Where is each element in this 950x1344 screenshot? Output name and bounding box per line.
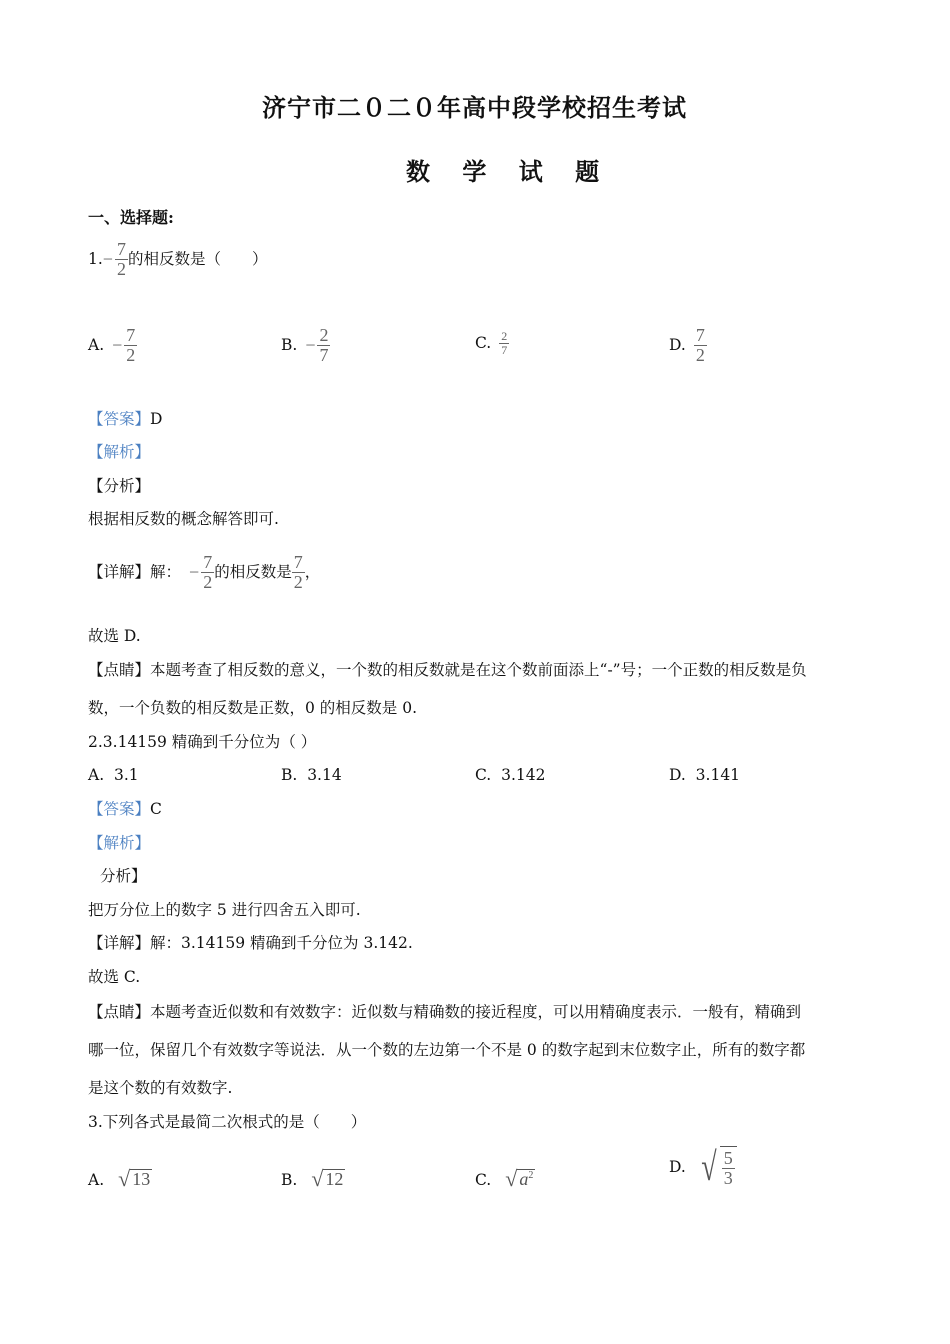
radicand: 13 bbox=[132, 1169, 151, 1190]
answer-tag: 【答案】 bbox=[88, 800, 151, 818]
option-a bbox=[88, 326, 137, 365]
option-d bbox=[669, 1143, 737, 1189]
detail-prefix: 解： bbox=[150, 563, 182, 582]
question-1-stem bbox=[88, 240, 267, 279]
detail-text: 解：3.14159 精确到千分位为 3.142. bbox=[150, 934, 413, 952]
question-3-stem: 3.下列各式是最简二次根式的是（ ） bbox=[88, 1113, 367, 1131]
denominator: 2 bbox=[126, 344, 136, 365]
denominator: 7 bbox=[501, 342, 508, 357]
option-text: 3.14 bbox=[307, 766, 342, 784]
fraction bbox=[499, 330, 509, 356]
numerator: 7 bbox=[293, 552, 303, 572]
radicand bbox=[517, 1169, 535, 1190]
sqrt-icon: √ bbox=[701, 1143, 717, 1189]
denominator: 7 bbox=[319, 344, 329, 365]
sqrt-icon: √ bbox=[311, 1166, 324, 1191]
comment-line-2: 数，一个负数的相反数是正数，0 的相反数是 0. bbox=[88, 699, 418, 717]
numerator: 2 bbox=[501, 329, 508, 343]
option-label: C. bbox=[475, 766, 492, 784]
fraction bbox=[115, 240, 128, 279]
denominator: 2 bbox=[293, 571, 303, 592]
detail-tag: 【详解】 bbox=[88, 934, 151, 952]
option-d bbox=[669, 326, 707, 365]
numerator: 2 bbox=[319, 325, 329, 345]
analysis-tag: 【解析】 bbox=[88, 443, 151, 461]
option-label: A. bbox=[88, 1171, 105, 1189]
option-label: B. bbox=[281, 766, 298, 784]
option-c bbox=[475, 1168, 535, 1190]
option-b bbox=[281, 765, 342, 785]
comment-line-1 bbox=[88, 660, 807, 680]
choose-line: 故选 D. bbox=[88, 627, 141, 645]
stem-text: 的相反数是（ ） bbox=[127, 250, 268, 269]
fenxi-tag: 【分析】 bbox=[88, 477, 151, 495]
fraction bbox=[124, 326, 137, 365]
answer-tag: 【答案】 bbox=[88, 410, 151, 428]
radicand bbox=[720, 1146, 737, 1188]
answer-value: C bbox=[150, 800, 162, 818]
minus-sign: − bbox=[189, 562, 200, 583]
exponent: 2 bbox=[528, 1170, 534, 1182]
numerator: 7 bbox=[695, 325, 705, 345]
variable: a bbox=[519, 1169, 529, 1190]
answer-line bbox=[88, 799, 162, 819]
fraction bbox=[292, 553, 305, 592]
option-label: A. bbox=[88, 336, 105, 355]
option-a bbox=[88, 1168, 152, 1190]
denominator: 3 bbox=[723, 1167, 733, 1188]
radical bbox=[311, 1168, 345, 1190]
option-text: 3.142 bbox=[501, 766, 546, 784]
denominator: 2 bbox=[116, 258, 126, 279]
detail-mid: 的相反数是 bbox=[214, 563, 292, 582]
numerator: 7 bbox=[116, 239, 126, 259]
exam-title: 济宁市二０二０年高中段学校招生考试 bbox=[262, 93, 687, 122]
radical bbox=[698, 1143, 737, 1189]
denominator: 2 bbox=[695, 344, 705, 365]
detail-end: ， bbox=[304, 563, 321, 582]
option-b bbox=[281, 1168, 345, 1190]
minus-sign: − bbox=[112, 335, 123, 356]
detail-line bbox=[88, 553, 320, 592]
option-label: D. bbox=[669, 1157, 686, 1176]
fenxi-text: 把万分位上的数字 5 进行四舍五入即可. bbox=[88, 901, 361, 919]
radical bbox=[505, 1168, 535, 1190]
option-text: 3.1 bbox=[113, 766, 139, 784]
option-b bbox=[281, 326, 330, 365]
numerator: 7 bbox=[126, 325, 136, 345]
radical bbox=[118, 1168, 152, 1190]
denominator: 2 bbox=[203, 571, 213, 592]
option-label: B. bbox=[281, 336, 298, 355]
detail-tag: 【详解】 bbox=[88, 563, 151, 582]
option-c bbox=[475, 765, 545, 785]
option-label: C. bbox=[475, 1171, 492, 1189]
comment-tag: 【点睛】 bbox=[88, 1003, 151, 1021]
option-label: A. bbox=[88, 766, 105, 784]
comment-line-2: 哪一位，保留几个有效数字等说法．从一个数的左边第一个不是 0 的数字起到末位数字止，所有的数字都 bbox=[88, 1041, 806, 1059]
sqrt-icon: √ bbox=[118, 1166, 131, 1191]
question-2-stem: 2.3.14159 精确到千分位为（ ） bbox=[88, 733, 317, 751]
sqrt-icon: √ bbox=[505, 1166, 518, 1191]
fraction bbox=[317, 326, 330, 365]
option-label: D. bbox=[669, 336, 686, 355]
choose-line: 故选 C. bbox=[88, 968, 141, 986]
option-a bbox=[88, 765, 139, 785]
fraction bbox=[722, 1149, 735, 1188]
comment-text: 本题考查了相反数的意义，一个数的相反数就是在这个数前面添上“-”号；一个正数的相反数是负 bbox=[150, 661, 807, 679]
numerator: 7 bbox=[203, 552, 213, 572]
option-d bbox=[669, 765, 740, 785]
minus-sign: − bbox=[305, 335, 316, 356]
option-c bbox=[475, 330, 509, 356]
comment-tag: 【点睛】 bbox=[88, 661, 151, 679]
fenxi-text: 根据相反数的概念解答即可. bbox=[88, 510, 279, 528]
answer-line bbox=[88, 409, 162, 429]
analysis-tag: 【解析】 bbox=[88, 834, 151, 852]
radicand: 12 bbox=[325, 1169, 344, 1190]
fraction bbox=[201, 553, 214, 592]
exam-subtitle: 数 学 试 题 bbox=[406, 157, 612, 186]
answer-value: D bbox=[150, 410, 163, 428]
option-label: D. bbox=[669, 766, 686, 784]
comment-line-1 bbox=[88, 1002, 801, 1022]
comment-text: 本题考查近似数和有效数字：近似数与精确数的接近程度，可以用精确度表示．一般有，精确到 bbox=[150, 1003, 802, 1021]
minus-sign: − bbox=[102, 249, 113, 270]
option-label: B. bbox=[281, 1171, 298, 1189]
numerator: 5 bbox=[723, 1148, 733, 1168]
option-text: 3.141 bbox=[695, 766, 741, 784]
detail-line bbox=[88, 933, 413, 953]
comment-line-3: 是这个数的有效数字. bbox=[88, 1079, 233, 1097]
section-heading: 一、选择题: bbox=[88, 208, 174, 227]
fraction bbox=[694, 326, 707, 365]
question-number: 1. bbox=[88, 250, 103, 269]
option-label: C. bbox=[475, 334, 492, 353]
fenxi-tag: 分析】 bbox=[100, 867, 147, 885]
